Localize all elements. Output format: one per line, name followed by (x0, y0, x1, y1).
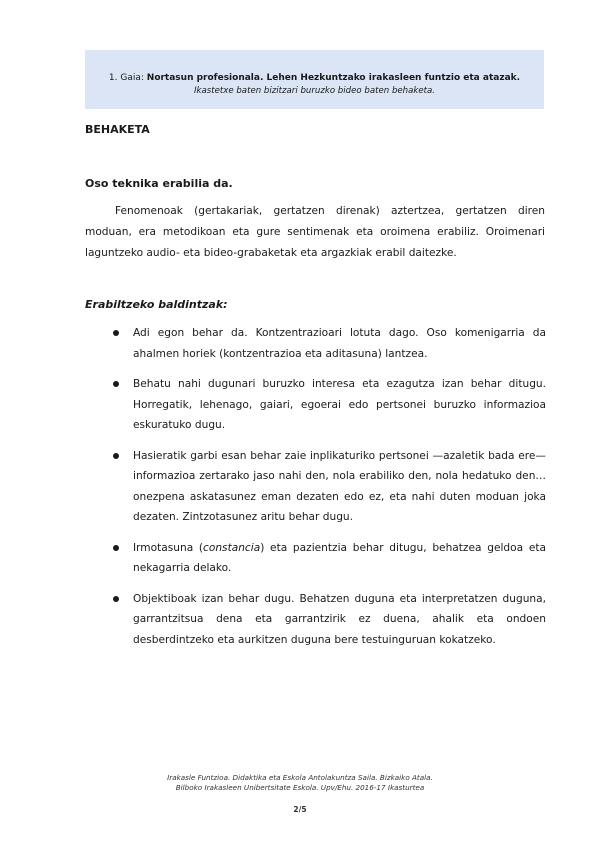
bullet-icon (113, 453, 119, 459)
list-item (112, 323, 546, 364)
document-header (85, 50, 544, 109)
list-item (112, 538, 546, 579)
conditions-title: Erabiltzeko baldintzak: (85, 298, 228, 311)
header-prefix: 1. Gaia: (108, 73, 147, 83)
list-item (112, 446, 546, 528)
intro-paragraph: Fenomenoak (gertakariak, gertatzen direnak) aztertzea, gertatzen diren moduan, era metodikoan eta gure sentimenak eta oroimena erabiliz. Oroimenari laguntzeko audio- eta bideo-grabaketak eta argazkiak erabil daitezke. (85, 205, 545, 259)
header-subtitle: Ikastetxe baten bizitzari buruzko bideo baten behaketa. (193, 86, 436, 96)
page-number: 2/5 (293, 805, 307, 814)
list-item-text: Irmotasuna ( (133, 541, 204, 554)
list-item-text: Adi egon behar da. Kontzentrazioari lotuta dago. Oso komenigarria da ahalmen horiek (kontzentrazioa eta aditasuna) lantzea. (133, 327, 546, 360)
list-item-text: Objektiboak izan behar dugu. Behatzen duguna eta interpretatzen duguna, garrantzitsua dena eta garrantzirik ez duena, ahalik eta ondoen desberdintzeko eta aurkitzen duguna bere testuinguruan kokatzeko. (133, 592, 546, 646)
page-footer (0, 773, 600, 793)
bullet-icon (113, 596, 119, 602)
conditions-list (112, 323, 546, 660)
footer-line-2: Bilboko Irakasleen Unibertsitate Eskola. Upv/Ehu. 2016-17 Ikasturtea (175, 783, 425, 792)
list-item-text: Hasieratik garbi esan behar zaie inplikaturiko pertsonei —azaletik bada ere— informazioa zertarako jaso nahi den, nola erabiliko den, nola hedatuko den… onezpena askatasunez eman dezaten edo ez, eta nahi duten moduan joka dezaten. Zintzotasunez aritu behar dugu. (133, 449, 546, 523)
list-item (112, 589, 546, 651)
section-title: BEHAKETA (85, 123, 150, 136)
header-title: Nortasun profesionala. Lehen Hezkuntzako irakasleen funtzio eta atazak. (146, 73, 521, 83)
bullet-icon (113, 545, 119, 551)
footer-line-1: Irakasle Funtzioa. Didaktika eta Eskola Antolakuntza Saila. Bizkaiko Atala. (167, 773, 433, 782)
subtitle: Oso teknika erabilia da. (85, 177, 233, 190)
list-item-text: Behatu nahi dugunari buruzko interesa eta ezagutza izan behar ditugu. Horregatik, lehenago, gaiari, egoerai edo pertsonei buruzko informazioa eskuratuko dugu. (133, 378, 546, 431)
list-item-italic-term: constancia (203, 541, 261, 554)
list-item (112, 374, 546, 436)
list-item-text-end: ) eta pazientzia behar ditugu, behatzea geldoa eta nekagarria delako. (133, 541, 546, 574)
bullet-icon (113, 381, 119, 387)
header-topic-line (85, 72, 544, 84)
bullet-icon (113, 330, 119, 336)
